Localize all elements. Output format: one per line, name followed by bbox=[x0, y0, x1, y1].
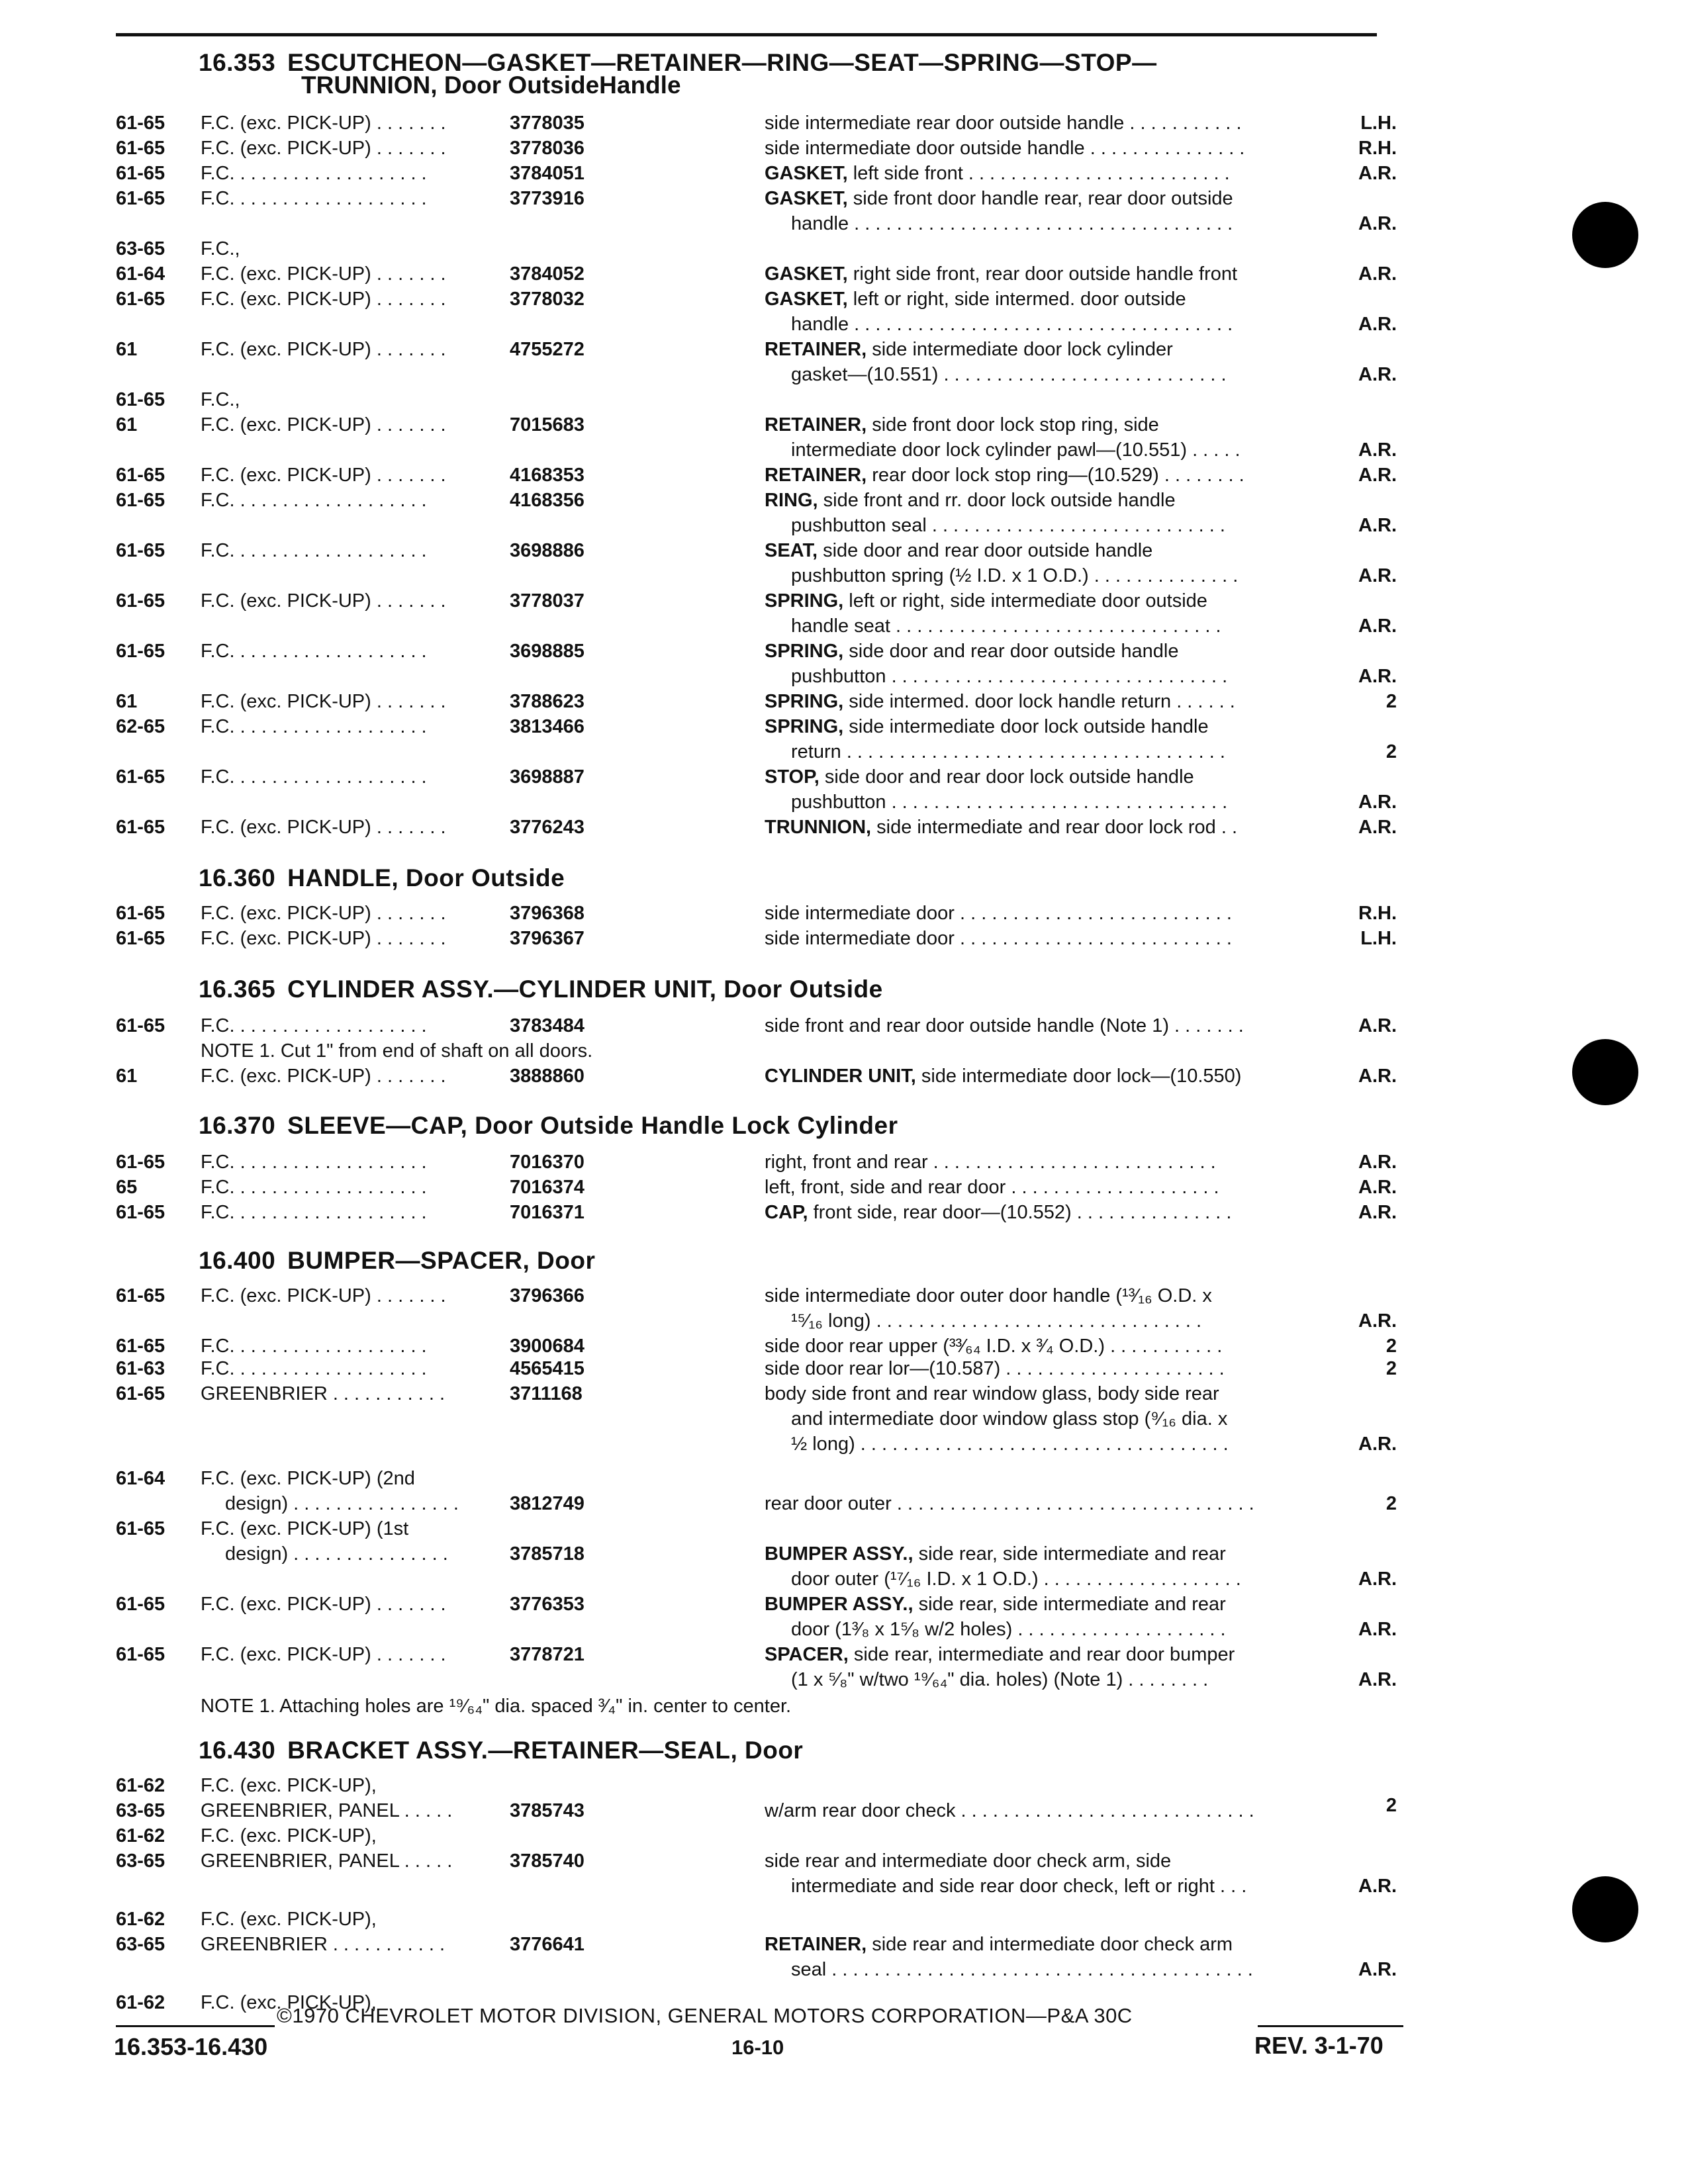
row-years: 61-65 bbox=[116, 113, 165, 134]
row-description: GASKET, left side front . . . . . . . . . . . . . . . . . . . . . . . . . bbox=[765, 163, 1230, 184]
row-quantity: A.R. bbox=[1358, 1619, 1397, 1640]
row-model: F.C. (exc. PICK-UP), bbox=[201, 1992, 377, 2013]
row-model-line2: design) . . . . . . . . . . . . . . . bbox=[225, 1543, 448, 1565]
row-description: BUMPER ASSY., side rear, side intermediate and rear bbox=[765, 1594, 1226, 1615]
row-part-number: 3778721 bbox=[510, 1644, 585, 1665]
row-part-number: 3776243 bbox=[510, 817, 585, 838]
row-description: RETAINER, side rear and intermediate door check arm bbox=[765, 1934, 1233, 1955]
row-description-line2: handle . . . . . . . . . . . . . . . . . . . . . . . . . . . . . . . . . . . . bbox=[791, 213, 1233, 234]
row-quantity: A.R. bbox=[1358, 263, 1397, 285]
row-quantity: A.R. bbox=[1358, 465, 1397, 486]
row-years: 61-65 bbox=[116, 188, 165, 209]
row-description: SPACER, side rear, intermediate and rear door bumper bbox=[765, 1644, 1235, 1665]
row-part-number: 3773916 bbox=[510, 188, 585, 209]
row-years: 61 bbox=[116, 414, 138, 435]
row-part-number: 3785740 bbox=[510, 1850, 585, 1872]
row-quantity: A.R. bbox=[1358, 1959, 1397, 1980]
row-description: RETAINER, rear door lock stop ring—(10.529) . . . . . . . . bbox=[765, 465, 1244, 486]
row-part-number: 7016371 bbox=[510, 1202, 585, 1223]
row-description-line2: pushbutton . . . . . . . . . . . . . . . . . . . . . . . . . . . . . . . . bbox=[791, 666, 1228, 687]
row-model: F.C. . . . . . . . . . . . . . . . . . . bbox=[201, 766, 427, 788]
row-description: right, front and rear . . . . . . . . . . . . . . . . . . . . . . . . . . . bbox=[765, 1152, 1216, 1173]
row-description: left, front, side and rear door . . . . . . . . . . . . . . . . . . . . bbox=[765, 1177, 1219, 1198]
row-part-number: 4168353 bbox=[510, 465, 585, 486]
row-model: F.C. (exc. PICK-UP) . . . . . . . bbox=[201, 1644, 446, 1665]
row-model: F.C., bbox=[201, 389, 240, 410]
row-years: 61 bbox=[116, 1066, 138, 1087]
row-description: side intermediate door . . . . . . . . . . . . . . . . . . . . . . . . . . bbox=[765, 903, 1232, 924]
row-years: 61-64 bbox=[116, 1468, 165, 1489]
row-description: RETAINER, side intermediate door lock cylinder bbox=[765, 339, 1173, 360]
row-quantity: A.R. bbox=[1358, 817, 1397, 838]
row-quantity: A.R. bbox=[1358, 1152, 1397, 1173]
row-model: F.C. . . . . . . . . . . . . . . . . . . bbox=[201, 1336, 427, 1357]
row-model: F.C. (exc. PICK-UP), bbox=[201, 1909, 377, 1930]
row-years: 61-65 bbox=[116, 1336, 165, 1357]
row-part-number: 3778032 bbox=[510, 289, 585, 310]
section-heading-continued: TRUNNION, Door OutsideHandle bbox=[301, 71, 681, 99]
row-years: 61-65 bbox=[116, 1202, 165, 1223]
row-part-number: 3711168 bbox=[510, 1383, 583, 1404]
row-years: 61-65 bbox=[116, 766, 165, 788]
row-quantity: A.R. bbox=[1358, 364, 1397, 385]
row-years: 63-65 bbox=[116, 1800, 165, 1821]
row-description: GASKET, right side front, rear door outside handle front bbox=[765, 263, 1238, 285]
row-description: STOP, side door and rear door lock outside handle bbox=[765, 766, 1194, 788]
row-quantity: L.H. bbox=[1360, 928, 1397, 949]
row-description: CAP, front side, rear door—(10.552) . . . . . . . . . . . . . . . bbox=[765, 1202, 1232, 1223]
row-description-line3: ½ long) . . . . . . . . . . . . . . . . . . . . . . . . . . . . . . . . . . . bbox=[791, 1433, 1229, 1455]
row-quantity: R.H. bbox=[1358, 903, 1397, 924]
row-years: 61-62 bbox=[116, 1909, 165, 1930]
row-description-line2: pushbutton spring (½ I.D. x 1 O.D.) . . . . . . . . . . . . . . bbox=[791, 565, 1239, 586]
row-quantity: 2 bbox=[1385, 741, 1397, 762]
row-model: F.C. (exc. PICK-UP) (1st bbox=[201, 1518, 409, 1539]
row-years: 63-65 bbox=[116, 1934, 165, 1955]
row-description: side door rear lor—(10.587) . . . . . . . . . . . . . . . . . . . . . bbox=[765, 1358, 1225, 1379]
row-quantity: A.R. bbox=[1358, 163, 1397, 184]
row-years: 61-63 bbox=[116, 1358, 165, 1379]
row-quantity: 2 bbox=[1385, 1493, 1397, 1514]
row-description: SPRING, side door and rear door outside handle bbox=[765, 641, 1179, 662]
row-model: F.C. (exc. PICK-UP) . . . . . . . bbox=[201, 903, 446, 924]
row-model: F.C. . . . . . . . . . . . . . . . . . . bbox=[201, 1177, 427, 1198]
row-model: F.C., bbox=[201, 238, 240, 259]
row-part-number: 3788623 bbox=[510, 691, 585, 712]
footer-rule-right bbox=[1258, 2025, 1403, 2027]
footer-section-range: 16.353-16.430 bbox=[114, 2033, 268, 2060]
row-description: side door rear upper (³³⁄₆₄ I.D. x ³⁄₄ O.D.) . . . . . . . . . . . bbox=[765, 1336, 1223, 1357]
row-years: 61-64 bbox=[116, 263, 165, 285]
row-description: SPRING, side intermediate door lock outside handle bbox=[765, 716, 1209, 737]
row-description-line2: seal . . . . . . . . . . . . . . . . . . . . . . . . . . . . . . . . . . . . . . . . bbox=[791, 1959, 1253, 1980]
row-part-number: 4168356 bbox=[510, 490, 585, 511]
row-model: F.C. (exc. PICK-UP), bbox=[201, 1825, 377, 1846]
top-rule bbox=[116, 33, 1377, 36]
row-years: 65 bbox=[116, 1177, 138, 1198]
row-quantity: 2 bbox=[1385, 1358, 1397, 1379]
row-description: SPRING, side intermed. door lock handle return . . . . . . bbox=[765, 691, 1235, 712]
row-part-number: 3778036 bbox=[510, 138, 585, 159]
row-quantity: 2 bbox=[1385, 691, 1397, 712]
row-quantity: A.R. bbox=[1358, 1202, 1397, 1223]
row-model: F.C. (exc. PICK-UP) . . . . . . . bbox=[201, 138, 446, 159]
row-model: F.C. . . . . . . . . . . . . . . . . . . bbox=[201, 1202, 427, 1223]
row-years: 61-62 bbox=[116, 1775, 165, 1796]
row-model: F.C. (exc. PICK-UP), bbox=[201, 1775, 377, 1796]
row-part-number: 3888860 bbox=[510, 1066, 585, 1087]
row-description-line2: handle . . . . . . . . . . . . . . . . . . . . . . . . . . . . . . . . . . . . bbox=[791, 314, 1233, 335]
row-model: GREENBRIER, PANEL . . . . . bbox=[201, 1800, 453, 1821]
row-model: F.C. (exc. PICK-UP) . . . . . . . bbox=[201, 1594, 446, 1615]
row-model: GREENBRIER . . . . . . . . . . . bbox=[201, 1934, 445, 1955]
row-quantity: A.R. bbox=[1358, 314, 1397, 335]
row-years: 61-65 bbox=[116, 138, 165, 159]
row-part-number: 7016370 bbox=[510, 1152, 585, 1173]
row-part-number: 3698886 bbox=[510, 540, 585, 561]
row-part-number: 3778037 bbox=[510, 590, 585, 612]
row-quantity: A.R. bbox=[1358, 1669, 1397, 1690]
row-part-number: 3784052 bbox=[510, 263, 585, 285]
row-model: F.C. (exc. PICK-UP) . . . . . . . bbox=[201, 339, 446, 360]
row-years: 61-65 bbox=[116, 928, 165, 949]
row-quantity: A.R. bbox=[1358, 1066, 1397, 1087]
row-part-number: 7015683 bbox=[510, 414, 585, 435]
row-description: GASKET, side front door handle rear, rear door outside bbox=[765, 188, 1233, 209]
row-model: F.C. (exc. PICK-UP) (2nd bbox=[201, 1468, 415, 1489]
row-description-line2: pushbutton . . . . . . . . . . . . . . . . . . . . . . . . . . . . . . . . bbox=[791, 792, 1228, 813]
row-description-line2: and intermediate door window glass stop (⁹⁄₁₆ dia. x bbox=[791, 1408, 1228, 1430]
row-quantity: A.R. bbox=[1358, 666, 1397, 687]
row-years: 61-62 bbox=[116, 1825, 165, 1846]
section-heading: 16.400 BUMPER—SPACER, Door bbox=[199, 1247, 596, 1274]
row-model: F.C. . . . . . . . . . . . . . . . . . . bbox=[201, 163, 427, 184]
row-model: F.C. (exc. PICK-UP) . . . . . . . bbox=[201, 414, 446, 435]
row-years: 61-65 bbox=[116, 1015, 165, 1036]
row-description-line2: intermediate and side rear door check, left or right . . . bbox=[791, 1876, 1247, 1897]
row-description: rear door outer . . . . . . . . . . . . . . . . . . . . . . . . . . . . . . . . . . bbox=[765, 1493, 1254, 1514]
row-model: F.C. . . . . . . . . . . . . . . . . . . bbox=[201, 641, 427, 662]
row-model: F.C. . . . . . . . . . . . . . . . . . . bbox=[201, 490, 427, 511]
footer-revision: REV. 3-1-70 bbox=[1254, 2032, 1383, 2059]
row-quantity: A.R. bbox=[1358, 792, 1397, 813]
row-years: 61-65 bbox=[116, 817, 165, 838]
row-years: 61-65 bbox=[116, 590, 165, 612]
row-description: RING, side front and rr. door lock outside handle bbox=[765, 490, 1176, 511]
row-description: side rear and intermediate door check arm, side bbox=[765, 1850, 1172, 1872]
row-quantity: A.R. bbox=[1358, 1310, 1397, 1332]
row-years: 61-65 bbox=[116, 163, 165, 184]
row-description: w/arm rear door check . . . . . . . . . . . . . . . . . . . . . . . . . . . . bbox=[765, 1800, 1254, 1821]
row-part-number: 3796366 bbox=[510, 1285, 585, 1306]
section-note: NOTE 1. Attaching holes are ¹⁹⁄₆₄" dia. spaced ³⁄₄" in. center to center. bbox=[201, 1696, 792, 1717]
row-years: 61-65 bbox=[116, 540, 165, 561]
row-years: 61-65 bbox=[116, 641, 165, 662]
row-description: SEAT, side door and rear door outside handle bbox=[765, 540, 1153, 561]
row-quantity: A.R. bbox=[1358, 1015, 1397, 1036]
row-description-line2: gasket—(10.551) . . . . . . . . . . . . . . . . . . . . . . . . . . . bbox=[791, 364, 1227, 385]
row-description: TRUNNION, side intermediate and rear door lock rod . . bbox=[765, 817, 1238, 838]
binder-hole-top bbox=[1572, 202, 1638, 268]
row-part-number: 3776641 bbox=[510, 1934, 585, 1955]
row-years: 63-65 bbox=[116, 1850, 165, 1872]
row-model: F.C. (exc. PICK-UP) . . . . . . . bbox=[201, 263, 446, 285]
row-years: 61-65 bbox=[116, 903, 165, 924]
row-description: CYLINDER UNIT, side intermediate door lock—(10.550) bbox=[765, 1066, 1242, 1087]
row-part-number: 3778035 bbox=[510, 113, 585, 134]
row-model: F.C. (exc. PICK-UP) . . . . . . . bbox=[201, 1066, 446, 1087]
row-description-line2: (1 x ⁵⁄₈" w/two ¹⁹⁄₆₄" dia. holes) (Note 1) . . . . . . . . bbox=[791, 1669, 1209, 1690]
row-quantity: A.R. bbox=[1358, 439, 1397, 461]
row-model: F.C. (exc. PICK-UP) . . . . . . . bbox=[201, 817, 446, 838]
row-model: F.C. . . . . . . . . . . . . . . . . . . bbox=[201, 1015, 427, 1036]
row-model: F.C. (exc. PICK-UP) . . . . . . . bbox=[201, 928, 446, 949]
row-quantity: R.H. bbox=[1358, 138, 1397, 159]
row-quantity: A.R. bbox=[1358, 515, 1397, 536]
row-description-line2: intermediate door lock cylinder pawl—(10.551) . . . . . bbox=[791, 439, 1241, 461]
row-model: F.C. (exc. PICK-UP) . . . . . . . bbox=[201, 289, 446, 310]
row-quantity: A.R. bbox=[1358, 213, 1397, 234]
row-model: F.C. . . . . . . . . . . . . . . . . . . bbox=[201, 1152, 427, 1173]
row-quantity: A.R. bbox=[1358, 1569, 1397, 1590]
footer-page-number: 16-10 bbox=[731, 2036, 784, 2059]
row-part-number: 3776353 bbox=[510, 1594, 585, 1615]
row-part-number: 4755272 bbox=[510, 339, 585, 360]
row-years: 61-65 bbox=[116, 1518, 165, 1539]
row-years: 61-65 bbox=[116, 1152, 165, 1173]
row-years: 63-65 bbox=[116, 238, 165, 259]
row-quantity: A.R. bbox=[1358, 1876, 1397, 1897]
row-description-line2: return . . . . . . . . . . . . . . . . . . . . . . . . . . . . . . . . . . . . bbox=[791, 741, 1225, 762]
section-heading: 16.360 HANDLE, Door Outside bbox=[199, 864, 565, 891]
row-model: F.C. . . . . . . . . . . . . . . . . . . bbox=[201, 540, 427, 561]
section-heading: 16.370 SLEEVE—CAP, Door Outside Handle Lock Cylinder bbox=[199, 1112, 898, 1139]
row-quantity: L.H. bbox=[1360, 113, 1397, 134]
footer-copyright: ©1970 CHEVROLET MOTOR DIVISION, GENERAL MOTORS CORPORATION—P&A 30C bbox=[277, 2004, 1133, 2027]
row-part-number: 3796367 bbox=[510, 928, 585, 949]
row-quantity: A.R. bbox=[1358, 615, 1397, 637]
row-quantity: 2 bbox=[1385, 1795, 1397, 1816]
row-description: side intermediate door outer door handle (¹³⁄₁₆ O.D. x bbox=[765, 1285, 1212, 1306]
row-part-number: 3812749 bbox=[510, 1493, 585, 1514]
row-model: GREENBRIER . . . . . . . . . . . bbox=[201, 1383, 445, 1404]
row-description: body side front and rear window glass, body side rear bbox=[765, 1383, 1219, 1404]
row-part-number: 3785718 bbox=[510, 1543, 585, 1565]
row-part-number: 3900684 bbox=[510, 1336, 585, 1357]
row-model: F.C. . . . . . . . . . . . . . . . . . . bbox=[201, 188, 427, 209]
section-note: NOTE 1. Cut 1" from end of shaft on all doors. bbox=[201, 1040, 593, 1062]
row-model-line2: design) . . . . . . . . . . . . . . . . bbox=[225, 1493, 459, 1514]
row-description-line2: ¹⁵⁄₁₆ long) . . . . . . . . . . . . . . . . . . . . . . . . . . . . . . . bbox=[791, 1310, 1202, 1332]
row-part-number: 4565415 bbox=[510, 1358, 585, 1379]
footer-rule-left bbox=[116, 2025, 275, 2027]
row-years: 61 bbox=[116, 339, 138, 360]
section-heading: 16.365 CYLINDER ASSY.—CYLINDER UNIT, Door Outside bbox=[199, 976, 883, 1003]
row-years: 61-65 bbox=[116, 465, 165, 486]
row-years: 61-65 bbox=[116, 490, 165, 511]
row-part-number: 3813466 bbox=[510, 716, 585, 737]
row-quantity: A.R. bbox=[1358, 1433, 1397, 1455]
row-model: GREENBRIER, PANEL . . . . . bbox=[201, 1850, 453, 1872]
row-description: side intermediate door outside handle . . . . . . . . . . . . . . . bbox=[765, 138, 1245, 159]
row-description: RETAINER, side front door lock stop ring, side bbox=[765, 414, 1159, 435]
row-quantity: A.R. bbox=[1358, 1177, 1397, 1198]
row-model: F.C. . . . . . . . . . . . . . . . . . . bbox=[201, 1358, 427, 1379]
row-description: BUMPER ASSY., side rear, side intermediate and rear bbox=[765, 1543, 1226, 1565]
binder-hole-middle bbox=[1572, 1039, 1638, 1105]
row-description: side intermediate rear door outside handle . . . . . . . . . . . bbox=[765, 113, 1242, 134]
row-model: F.C. (exc. PICK-UP) . . . . . . . bbox=[201, 590, 446, 612]
row-model: F.C. . . . . . . . . . . . . . . . . . . bbox=[201, 716, 427, 737]
row-description: SPRING, left or right, side intermediate door outside bbox=[765, 590, 1207, 612]
row-years: 61-65 bbox=[116, 289, 165, 310]
row-years: 61-65 bbox=[116, 1644, 165, 1665]
row-part-number: 3785743 bbox=[510, 1800, 585, 1821]
section-heading: 16.353 ESCUTCHEON—GASKET—RETAINER—RING—SEAT—SPRING—STOP— bbox=[199, 49, 1157, 76]
row-part-number: 3784051 bbox=[510, 163, 585, 184]
row-part-number: 3698887 bbox=[510, 766, 585, 788]
row-years: 62-65 bbox=[116, 716, 165, 737]
row-description: side intermediate door . . . . . . . . . . . . . . . . . . . . . . . . . . bbox=[765, 928, 1232, 949]
section-heading: 16.430 BRACKET ASSY.—RETAINER—SEAL, Door bbox=[199, 1737, 804, 1764]
row-description-line2: handle seat . . . . . . . . . . . . . . . . . . . . . . . . . . . . . . . bbox=[791, 615, 1221, 637]
row-description: GASKET, left or right, side intermed. door outside bbox=[765, 289, 1186, 310]
row-quantity: 2 bbox=[1385, 1336, 1397, 1357]
row-model: F.C. (exc. PICK-UP) . . . . . . . bbox=[201, 1285, 446, 1306]
row-description-line2: door (1³⁄₈ x 1⁵⁄₈ w/2 holes) . . . . . . . . . . . . . . . . . . . . bbox=[791, 1619, 1226, 1640]
row-description-line2: pushbutton seal . . . . . . . . . . . . . . . . . . . . . . . . . . . . bbox=[791, 515, 1225, 536]
row-description: side front and rear door outside handle (Note 1) . . . . . . . bbox=[765, 1015, 1244, 1036]
row-part-number: 7016374 bbox=[510, 1177, 585, 1198]
row-model: F.C. (exc. PICK-UP) . . . . . . . bbox=[201, 113, 446, 134]
row-quantity: A.R. bbox=[1358, 565, 1397, 586]
row-years: 61 bbox=[116, 691, 138, 712]
row-years: 61-65 bbox=[116, 1285, 165, 1306]
row-years: 61-65 bbox=[116, 389, 165, 410]
row-part-number: 3783484 bbox=[510, 1015, 585, 1036]
row-part-number: 3796368 bbox=[510, 903, 585, 924]
binder-hole-bottom bbox=[1572, 1876, 1638, 1942]
row-years: 61-62 bbox=[116, 1992, 165, 2013]
row-years: 61-65 bbox=[116, 1383, 165, 1404]
row-years: 61-65 bbox=[116, 1594, 165, 1615]
row-part-number: 3698885 bbox=[510, 641, 585, 662]
row-model: F.C. (exc. PICK-UP) . . . . . . . bbox=[201, 465, 446, 486]
row-description-line2: door outer (¹⁷⁄₁₆ I.D. x 1 O.D.) . . . . . . . . . . . . . . . . . . . bbox=[791, 1569, 1241, 1590]
row-model: F.C. (exc. PICK-UP) . . . . . . . bbox=[201, 691, 446, 712]
